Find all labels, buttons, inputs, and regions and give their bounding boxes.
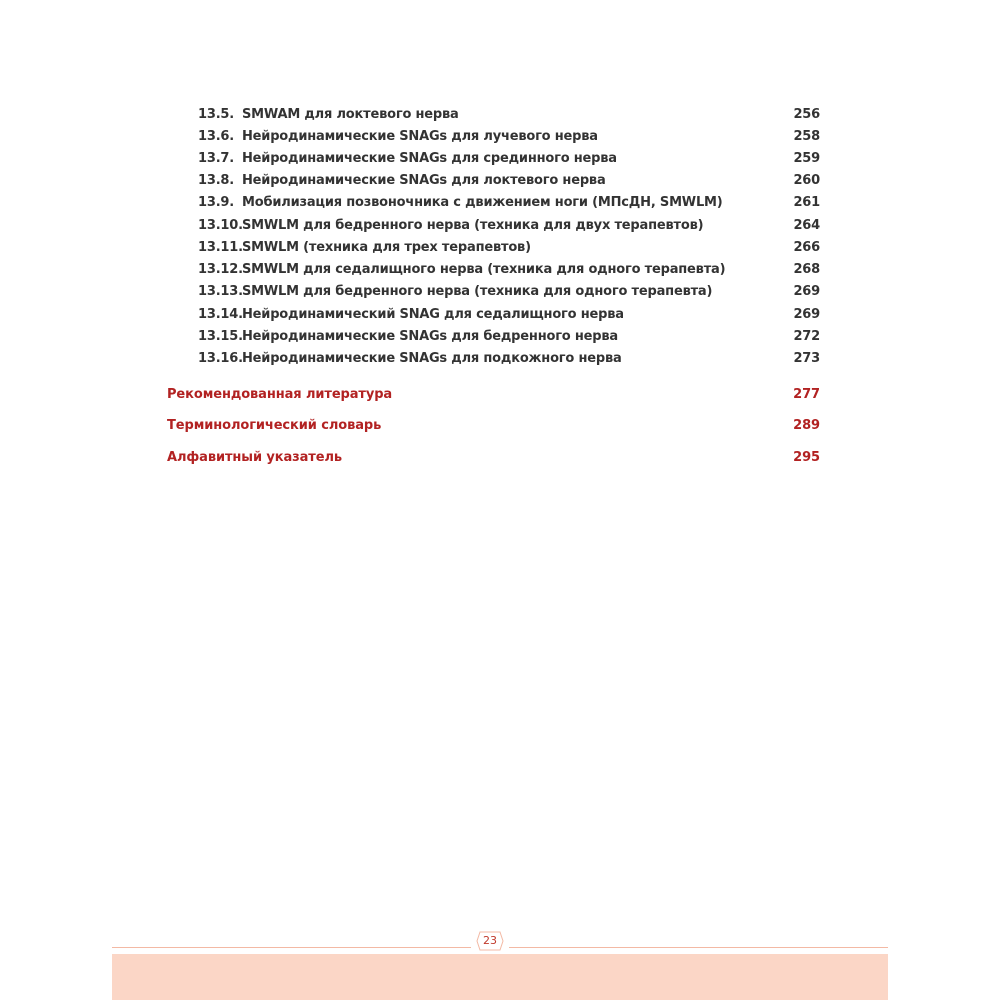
toc-entry-number: 13.9. [198, 195, 235, 210]
toc-entry-page: 269 [793, 307, 820, 322]
toc-entry[interactable] [0, 215, 1000, 237]
toc-entry-title: Нейродинамические SNAGs для бедренного нерва [242, 329, 618, 344]
toc-section[interactable] [0, 383, 1000, 407]
toc-entry-page: 261 [793, 195, 820, 210]
toc-section-page: 277 [793, 387, 820, 402]
toc-entry-page: 273 [793, 351, 820, 366]
toc-entry-page: 268 [793, 262, 820, 277]
toc-entry-page: 259 [793, 151, 820, 166]
toc-entry-number: 13.8. [198, 173, 235, 188]
toc-entry-number: 13.16. [198, 351, 243, 366]
toc-entry-title: Мобилизация позвоночника с движением ноги (МПсДН, SMWLM) [242, 195, 723, 210]
toc-entry[interactable] [0, 281, 1000, 303]
toc-entry-page: 269 [793, 284, 820, 299]
toc-entry-title: SMWLM (техника для трех терапевтов) [242, 240, 531, 255]
toc-section[interactable] [0, 446, 1000, 470]
toc-entry-title: Нейродинамические SNAGs для подкожного нерва [242, 351, 622, 366]
toc-entry-title: SMWAM для локтевого нерва [242, 107, 459, 122]
toc-entry[interactable] [0, 148, 1000, 170]
toc-entry[interactable] [0, 126, 1000, 148]
toc-entry[interactable] [0, 104, 1000, 126]
footer-band [112, 954, 888, 1000]
page-number-badge [471, 930, 509, 952]
toc-entry[interactable] [0, 259, 1000, 281]
toc-entry-title: Нейродинамические SNAGs для срединного нерва [242, 151, 617, 166]
toc-entry[interactable] [0, 326, 1000, 348]
toc-entry-title: Нейродинамические SNAGs для локтевого нерва [242, 173, 606, 188]
toc-entry-page: 256 [793, 107, 820, 122]
toc-entry-number: 13.7. [198, 151, 235, 166]
toc-entry-number: 13.15. [198, 329, 243, 344]
toc-entry-number: 13.11. [198, 240, 243, 255]
toc-entry-title: SMWLM для седалищного нерва (техника для одного терапевта) [242, 262, 726, 277]
toc-entry-page: 272 [793, 329, 820, 344]
toc-entry-number: 13.12. [198, 262, 243, 277]
toc-section-page: 289 [793, 418, 820, 433]
toc-entry-number: 13.13. [198, 284, 243, 299]
toc-entry-title: SMWLM для бедренного нерва (техника для одного терапевта) [242, 284, 713, 299]
toc-entry-title: Нейродинамические SNAGs для лучевого нерва [242, 129, 598, 144]
toc-entry-number: 13.14. [198, 307, 243, 322]
toc-section-title: Терминологический словарь [167, 418, 382, 433]
toc-section-title: Алфавитный указатель [167, 450, 342, 465]
toc-entry-page: 258 [793, 129, 820, 144]
toc-entry[interactable] [0, 170, 1000, 192]
toc-entry-page: 264 [793, 218, 820, 233]
toc-entry[interactable] [0, 348, 1000, 370]
toc-entry-title: Нейродинамический SNAG для седалищного нерва [242, 307, 624, 322]
toc-entry-number: 13.5. [198, 107, 235, 122]
toc-entry-number: 13.6. [198, 129, 235, 144]
toc-section-page: 295 [793, 450, 820, 465]
toc-entry-number: 13.10. [198, 218, 243, 233]
toc-entry[interactable] [0, 304, 1000, 326]
toc-entry-title: SMWLM для бедренного нерва (техника для двух терапевтов) [242, 218, 704, 233]
toc-entry-page: 260 [793, 173, 820, 188]
page-number: 23 [483, 934, 497, 947]
toc-entry[interactable] [0, 237, 1000, 259]
toc-entry[interactable] [0, 192, 1000, 214]
toc-section-title: Рекомендованная литература [167, 387, 393, 402]
toc-section[interactable] [0, 414, 1000, 438]
toc-entry-page: 266 [793, 240, 820, 255]
